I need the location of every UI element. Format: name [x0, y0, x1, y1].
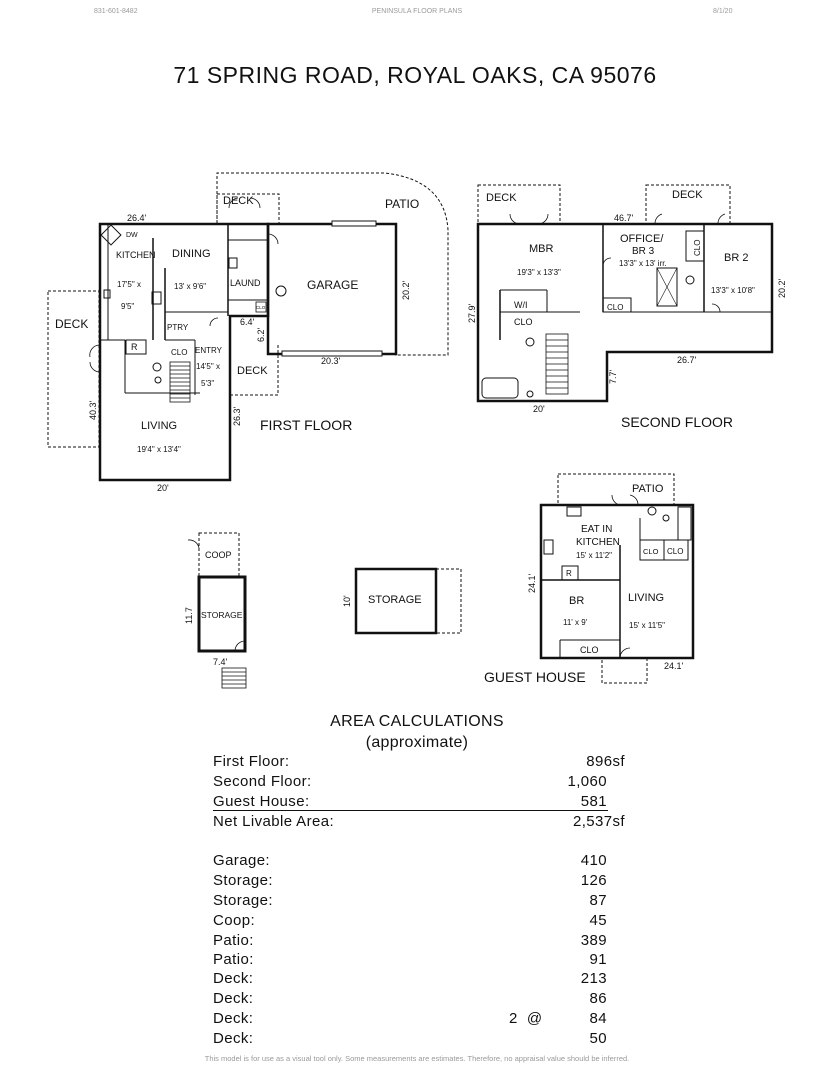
area-row-label: Deck: — [213, 1010, 254, 1027]
storage-label-coop: STORAGE — [201, 610, 243, 620]
area-row — [213, 990, 643, 1010]
mbr-label: MBR — [529, 243, 554, 255]
area-row-label: First Floor: — [213, 753, 290, 770]
dim-20-2-garage: 20.2' — [401, 280, 411, 300]
area-row — [213, 970, 643, 990]
header-phone: 831-601-8482 — [94, 8, 138, 15]
area-row-label: Deck: — [213, 970, 254, 987]
mbr-dim: 19'3" x 13'3" — [517, 268, 561, 277]
clo-label-guest-2: CLO — [667, 547, 684, 556]
area-row-label: Deck: — [213, 1030, 254, 1047]
water-heater-icon — [276, 286, 286, 296]
dim-7-7: 7.7' — [608, 369, 618, 384]
refrigerator-label: R — [131, 342, 138, 352]
area-row-value: 2,537sf — [572, 813, 625, 830]
dim-6-4: 6.4' — [240, 317, 255, 327]
guest-house-outline — [541, 505, 693, 658]
living-dim: 19'4" x 13'4" — [137, 445, 181, 454]
area-row-label: Storage: — [213, 892, 273, 909]
washer-icon — [229, 258, 237, 268]
area-row — [213, 892, 643, 912]
clo-label-guest-1: CLO — [643, 547, 659, 556]
kitchen-dim-1: 17'5" x — [117, 280, 141, 289]
dim-7-4: 7.4' — [213, 657, 228, 667]
entry-dim-1: 14'5" x — [196, 362, 220, 371]
guest-living-dim: 15' x 11'5" — [629, 621, 665, 630]
office-dim: 13'3" x 13' irr. — [619, 259, 667, 268]
header-company: PENINSULA FLOOR PLANS — [371, 8, 463, 15]
dim-20-2-second: 20.2' — [777, 278, 787, 298]
patio-label-guest: PATIO — [632, 483, 664, 495]
office-label: OFFICE/ — [620, 233, 664, 245]
area-row-value: 389 — [580, 932, 607, 949]
kitchen-dim-2: 9'5" — [121, 302, 135, 311]
second-floor-label: SECOND FLOOR — [621, 414, 734, 430]
dim-11-7: 11.7 — [184, 607, 194, 624]
living-label: LIVING — [141, 420, 178, 432]
ptry-label: PTRY — [167, 323, 189, 332]
storage-label: STORAGE — [368, 594, 422, 606]
kitchen-label: KITCHEN — [116, 250, 156, 260]
deck-label-entry: DECK — [237, 365, 268, 377]
area-row-label: Deck: — [213, 990, 254, 1007]
area-row-value: 1,060 — [567, 773, 607, 790]
br2-label: BR 2 — [724, 252, 749, 264]
eat-kitchen-label: KITCHEN — [576, 537, 620, 548]
br-dim: 11' x 9' — [563, 618, 588, 627]
area-row-value: 84 — [589, 1010, 607, 1027]
dim-27-9: 27.9' — [467, 303, 477, 323]
area-row-label: Patio: — [213, 932, 254, 949]
entry-label: ENTRY — [195, 346, 222, 355]
subtotal-rule — [213, 810, 608, 811]
deck-label-br2: DECK — [672, 189, 703, 201]
br2-dim: 13'3" x 10'8" — [711, 286, 755, 295]
area-row-label: Net Livable Area: — [213, 813, 335, 830]
dim-6-2: 6.2' — [256, 327, 266, 342]
dw-label: DW — [126, 232, 138, 239]
patio-label-first: PATIO — [385, 197, 420, 211]
br-label: BR — [569, 595, 585, 607]
door-swing — [90, 345, 99, 357]
area-row-label: Patio: — [213, 951, 254, 968]
area-row — [213, 773, 643, 793]
guest-living-label: LIVING — [628, 592, 665, 604]
area-row — [213, 951, 643, 971]
guest-bath-icon — [678, 507, 691, 540]
wi-label: W/I — [514, 300, 528, 310]
area-row — [213, 1010, 643, 1030]
coop-label: COOP — [205, 550, 232, 560]
deck-label-left: DECK — [55, 317, 89, 331]
area-row-value: 896sf — [586, 753, 625, 770]
entry-dim-2: 5'3" — [201, 379, 215, 388]
clo-label-br: CLO — [580, 645, 599, 655]
header-date: 8/1/20 — [713, 8, 733, 15]
clo-label-office: CLO — [607, 303, 624, 312]
area-row — [213, 753, 643, 773]
disclaimer-footer: This model is for use as a visual tool only. Some measurements are estimates. Therefore, no appraisal value should be inferred. — [204, 1054, 630, 1063]
clo-label-first: CLO — [171, 348, 188, 357]
area-row-label: Coop: — [213, 912, 256, 929]
clo-label-br2: CLO — [693, 239, 702, 256]
dim-26-3: 26.3' — [232, 406, 242, 426]
dining-dim: 13' x 9'6" — [174, 282, 207, 291]
area-row-multiplier: 2 @ — [509, 1010, 543, 1027]
area-row — [213, 1030, 643, 1050]
area-row-value: 410 — [580, 852, 607, 869]
dim-40-3: 40.3' — [88, 400, 98, 420]
first-floor-label: FIRST FLOOR — [260, 417, 353, 433]
page-title: 71 SPRING ROAD, ROYAL OAKS, CA 95076 — [173, 62, 657, 88]
eat-dim: 15' x 11'2" — [576, 551, 612, 560]
area-row — [213, 912, 643, 932]
area-row-label: Guest House: — [213, 793, 310, 810]
area-row-value: 581 — [580, 793, 607, 810]
guest-r-label: R — [566, 569, 572, 578]
deck-label-mbr: DECK — [486, 192, 517, 204]
br3-label: BR 3 — [632, 246, 655, 257]
area-row-value: 126 — [580, 872, 607, 889]
area-row — [213, 872, 643, 892]
dim-20-second: 20' — [533, 404, 545, 414]
area-calculations-subheading: (approximate) — [365, 734, 469, 751]
dim-10: 10' — [342, 595, 352, 607]
dim-26-4: 26.4' — [127, 213, 147, 223]
first-floor-stairs — [170, 362, 190, 402]
dim-46-7: 46.7' — [614, 213, 634, 223]
guest-house-plan — [541, 474, 693, 683]
dim-20-3: 20.3' — [321, 356, 341, 366]
garage-label: GARAGE — [307, 278, 359, 292]
area-row-label: Garage: — [213, 852, 270, 869]
area-row — [213, 932, 643, 952]
dw-appliance — [101, 225, 121, 245]
dim-24-1-side: 24.1' — [527, 573, 537, 593]
eat-in-label: EAT IN — [581, 524, 613, 535]
area-row-value: 87 — [589, 892, 607, 909]
area-calculations-heading: AREA CALCULATIONS — [330, 713, 504, 730]
deck-label-top: DECK — [223, 195, 254, 207]
area-row-label: Second Floor: — [213, 773, 312, 790]
dining-label: DINING — [172, 248, 211, 260]
garage-window-top — [332, 221, 376, 226]
dim-26-7: 26.7' — [677, 355, 697, 365]
second-floor-stairs — [546, 334, 568, 394]
area-row — [213, 852, 643, 872]
left-deck-outline — [48, 291, 99, 447]
guest-house-label: GUEST HOUSE — [484, 669, 586, 685]
dim-20-first: 20' — [157, 483, 169, 493]
dim-24-1-bottom: 24.1' — [664, 661, 684, 671]
area-row-value: 86 — [589, 990, 607, 1007]
area-row-value: 45 — [589, 912, 607, 929]
area-row-value: 50 — [589, 1030, 607, 1047]
area-row-value: 213 — [580, 970, 607, 987]
laund-clo-label: CLO — [256, 305, 266, 310]
area-row — [213, 813, 643, 833]
area-row-label: Storage: — [213, 872, 273, 889]
laund-label: LAUND — [230, 278, 261, 288]
bathtub-icon — [482, 378, 518, 398]
wi-clo-label: CLO — [514, 317, 533, 327]
area-row-value: 91 — [589, 951, 607, 968]
